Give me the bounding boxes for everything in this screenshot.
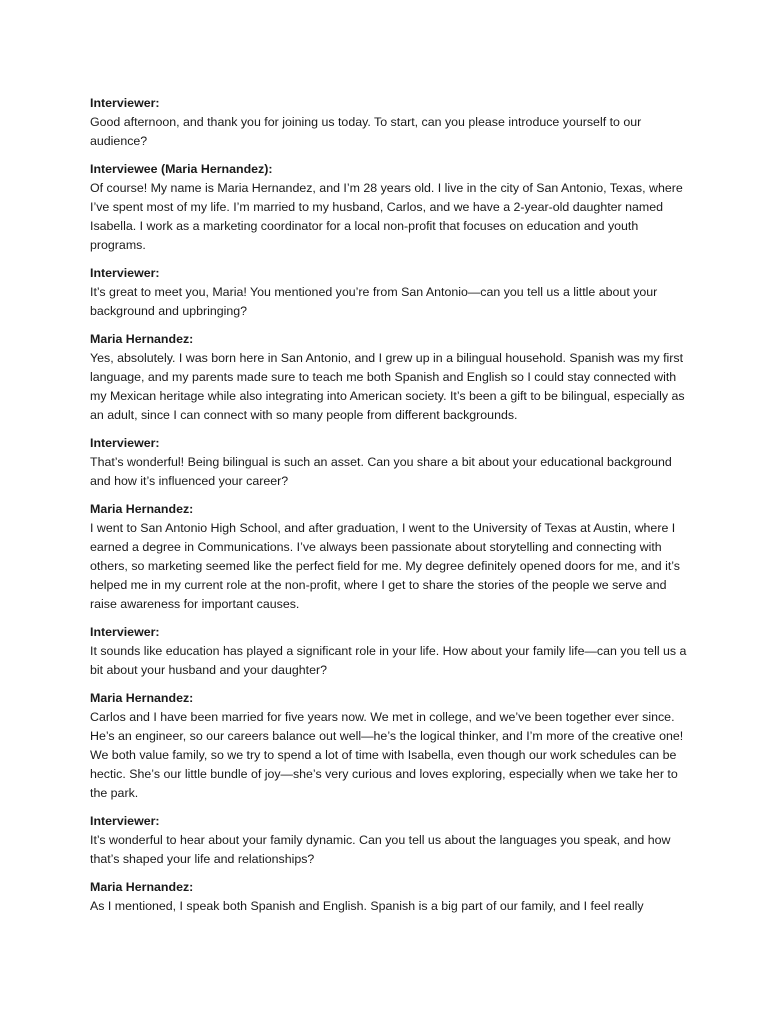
speech-text: It’s great to meet you, Maria! You mentioned you’re from San Antonio—can you tell us a little about your background and upbringing? [90,285,658,318]
speaker-label: Interviewer: [90,814,160,828]
transcript-block [90,160,690,255]
transcript-block [90,94,690,151]
speech-text: As I mentioned, I speak both Spanish and English. Spanish is a big part of our family, and I feel really [90,899,644,913]
speech-text: Yes, absolutely. I was born here in San Antonio, and I grew up in a bilingual household. Spanish was my first language, and my parents made sure to teach me both Spanish and English so I could stay connected with my Mexican heritage while also integrating into American society. It’s been a gift to be bilingual, especially as an adult, since I can connect with so many people from different backgrounds. [90,351,685,422]
speaker-label: Maria Hernandez: [90,332,194,346]
speaker-label: Interviewee (Maria Hernandez): [90,162,273,176]
transcript-block [90,623,690,680]
transcript-block [90,500,690,614]
speech-text: Good afternoon, and thank you for joining us today. To start, can you please introduce yourself to our audience? [90,115,642,148]
speech-text: Carlos and I have been married for five years now. We met in college, and we’ve been together ever since. He’s an engineer, so our careers balance out well—he’s the logical thinker, and I’m more of the creative one! We both value family, so we try to spend a lot of time with Isabella, even though our work schedules can be hectic. She’s our little bundle of joy—she’s very curious and loves exploring, especially when we take her to the park. [90,710,684,800]
speaker-label: Interviewer: [90,625,160,639]
speech-text: I went to San Antonio High School, and after graduation, I went to the University of Texas at Austin, where I earned a degree in Communications. I’ve always been passionate about storytelling and connecting with others, so marketing seemed like the perfect field for me. My degree definitely opened doors for me, and it’s helped me in my current role at the non-profit, where I get to share the stories of the people we serve and raise awareness for important causes. [90,521,681,611]
transcript-block [90,812,690,869]
speaker-label: Interviewer: [90,266,160,280]
speaker-label: Interviewer: [90,436,160,450]
transcript-block [90,878,690,916]
transcript-block [90,689,690,803]
speech-text: It’s wonderful to hear about your family dynamic. Can you tell us about the languages you speak, and how that’s shaped your life and relationships? [90,833,671,866]
transcript-block [90,264,690,321]
interview-transcript [90,94,690,925]
speaker-label: Maria Hernandez: [90,502,194,516]
transcript-block [90,434,690,491]
speech-text: Of course! My name is Maria Hernandez, and I’m 28 years old. I live in the city of San Antonio, Texas, where I’ve spent most of my life. I’m married to my husband, Carlos, and we have a 2-year-old daughter named Isabella. I work as a marketing coordinator for a local non-profit that focuses on education and youth programs. [90,181,683,252]
transcript-block [90,330,690,425]
speaker-label: Interviewer: [90,96,160,110]
speech-text: It sounds like education has played a significant role in your life. How about your family life—can you tell us a bit about your husband and your daughter? [90,644,687,677]
speaker-label: Maria Hernandez: [90,691,194,705]
speaker-label: Maria Hernandez: [90,880,194,894]
speech-text: That’s wonderful! Being bilingual is such an asset. Can you share a bit about your educational background and how it’s influenced your career? [90,455,672,488]
